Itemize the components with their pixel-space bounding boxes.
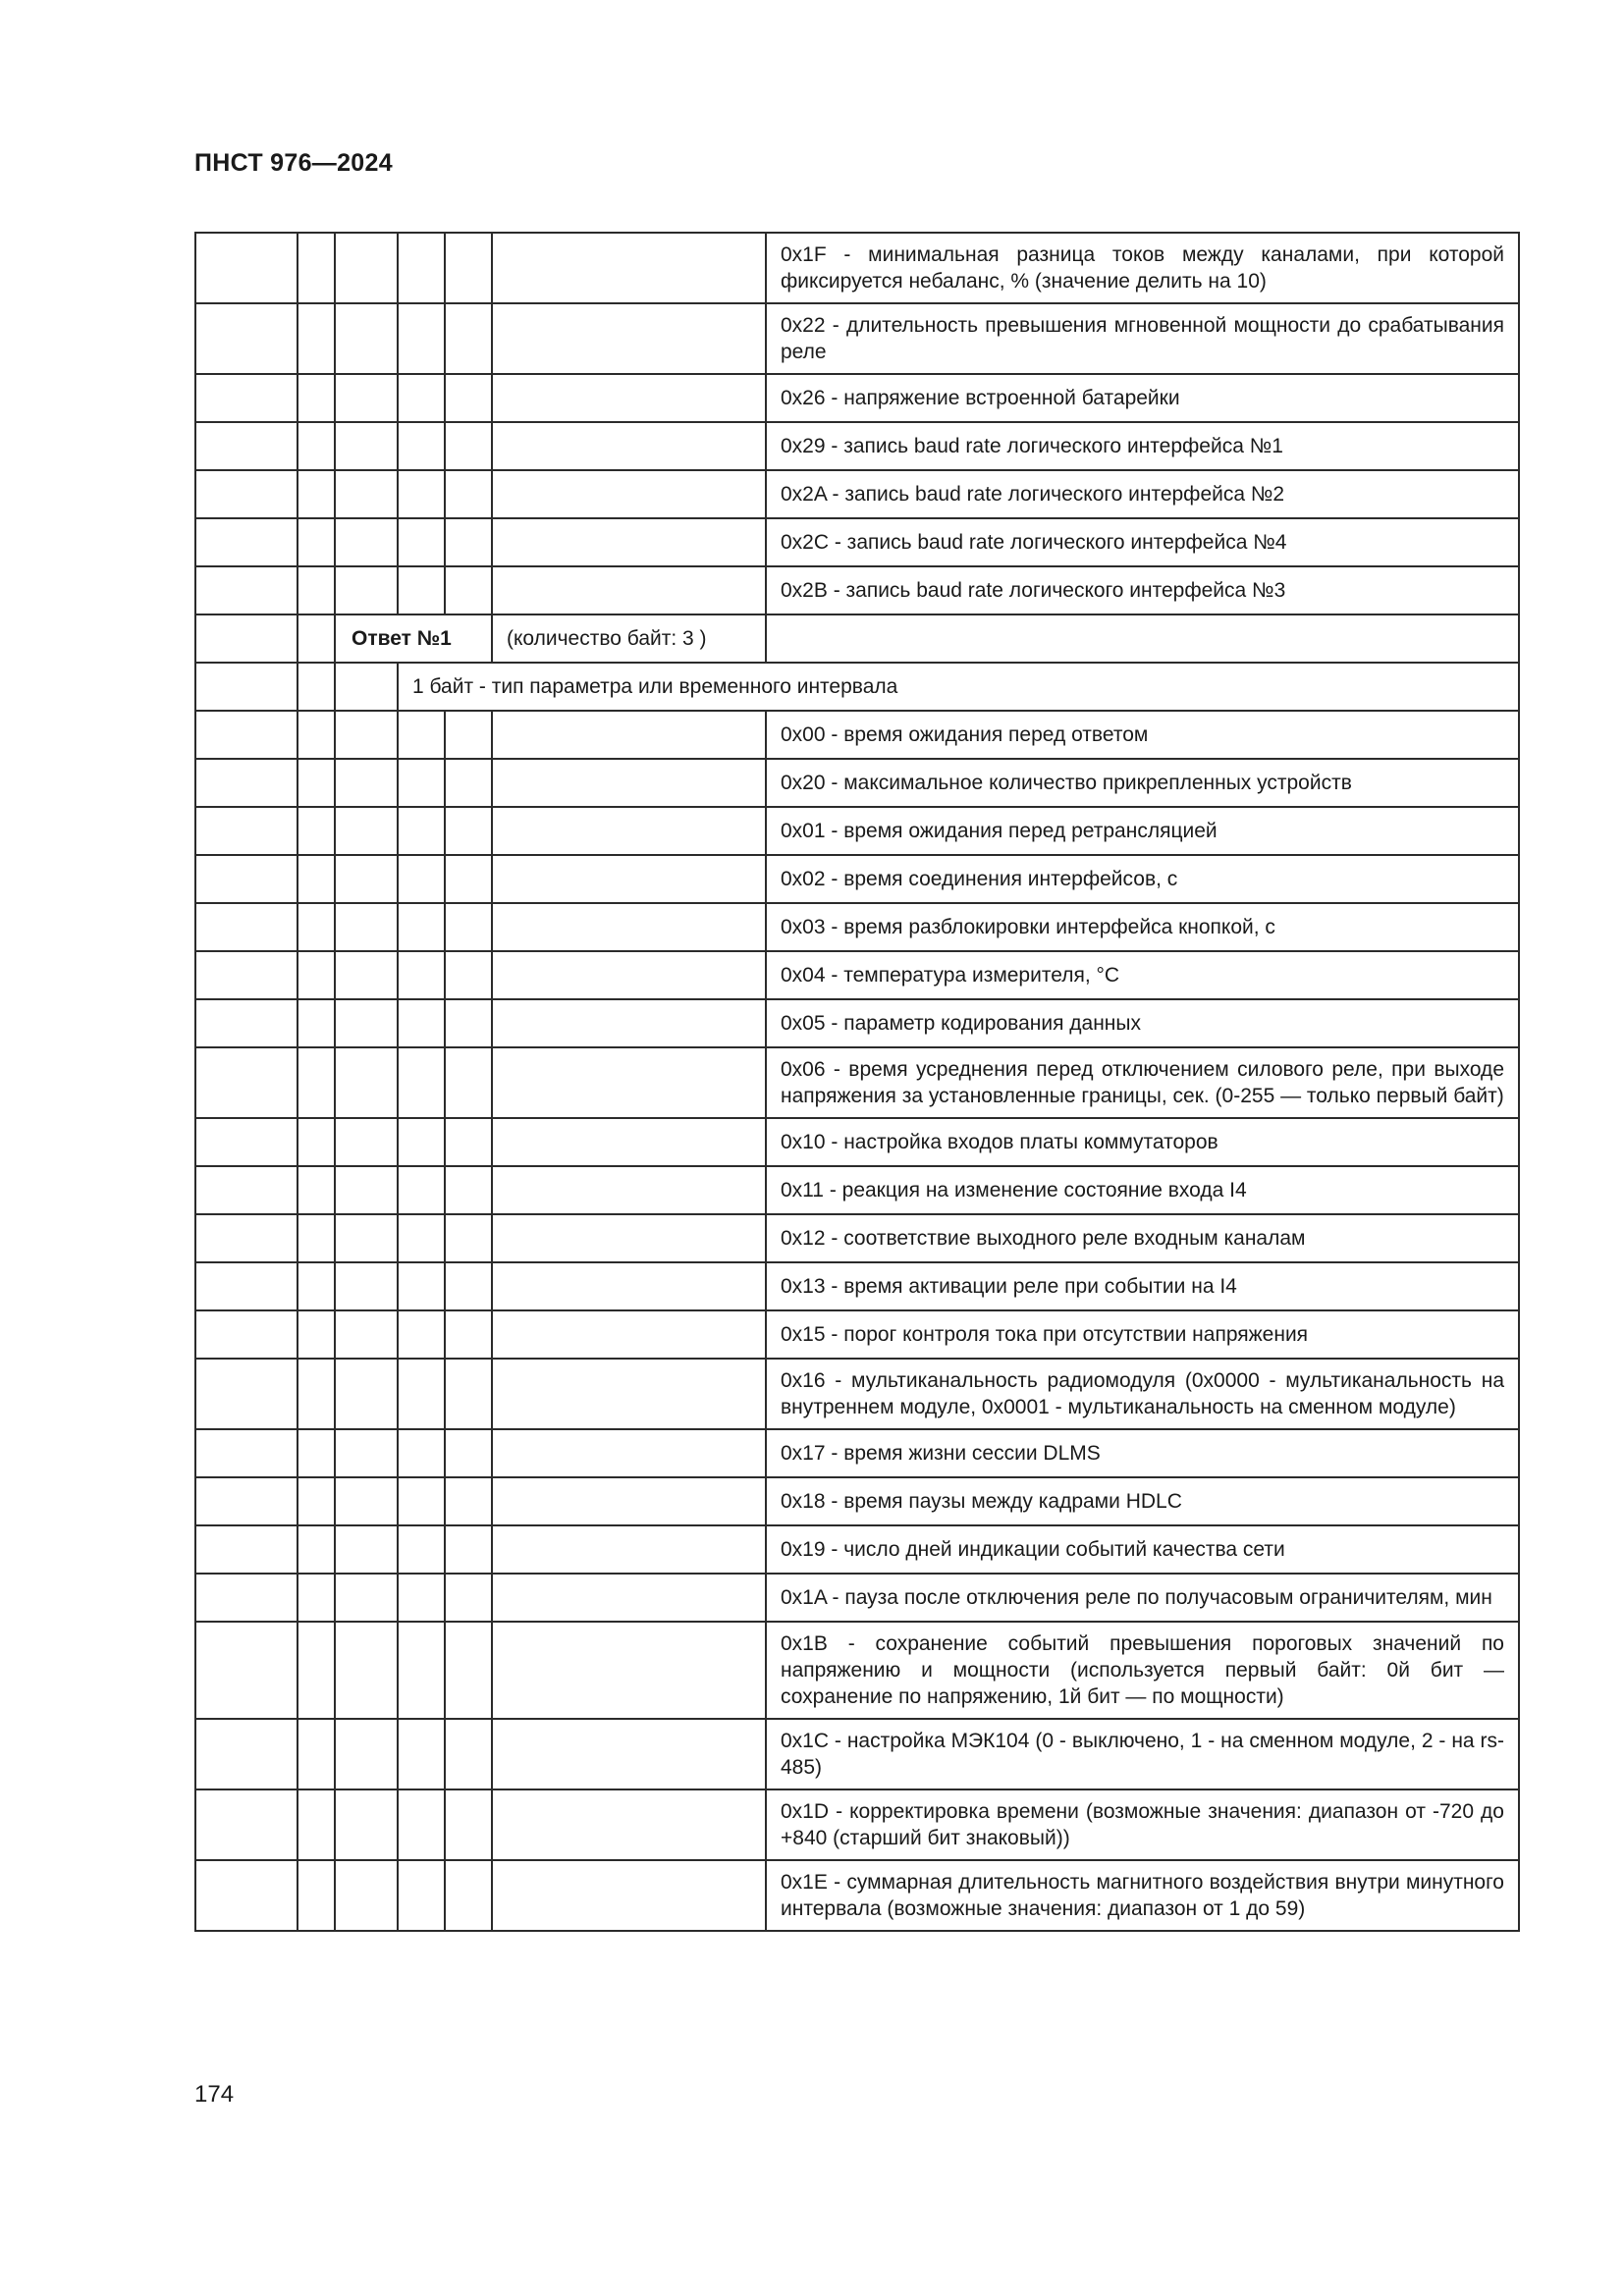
table-row bbox=[195, 1719, 1519, 1789]
empty-cell bbox=[335, 1477, 398, 1525]
empty-cell bbox=[298, 1622, 335, 1719]
empty-cell bbox=[335, 1118, 398, 1166]
empty-cell bbox=[398, 1622, 445, 1719]
empty-cell bbox=[492, 1860, 766, 1931]
empty-cell bbox=[492, 807, 766, 855]
table-row bbox=[195, 470, 1519, 518]
empty-cell bbox=[298, 233, 335, 303]
empty-cell bbox=[298, 566, 335, 614]
empty-cell bbox=[398, 422, 445, 470]
parameter-description: 0x16 - мультиканальность радиомодуля (0x0000 - мультиканальность на внутреннем модуле, 0x0001 - мультиканальность на сменном модуле) bbox=[766, 1359, 1519, 1429]
empty-cell bbox=[445, 951, 492, 999]
empty-cell bbox=[398, 903, 445, 951]
parameter-description: 0x20 - максимальное количество прикрепленных устройств bbox=[766, 759, 1519, 807]
empty-cell bbox=[445, 1047, 492, 1118]
parameter-description: 0x22 - длительность превышения мгновенной мощности до срабатывания реле bbox=[766, 303, 1519, 374]
empty-cell bbox=[298, 303, 335, 374]
table-row bbox=[195, 566, 1519, 614]
empty-cell bbox=[335, 518, 398, 566]
empty-cell bbox=[335, 807, 398, 855]
empty-cell bbox=[445, 1118, 492, 1166]
empty-cell bbox=[195, 1118, 298, 1166]
empty-cell bbox=[335, 1047, 398, 1118]
empty-cell bbox=[398, 1310, 445, 1359]
empty-cell bbox=[298, 1214, 335, 1262]
empty-cell bbox=[195, 1359, 298, 1429]
response-subheader-row bbox=[195, 663, 1519, 711]
empty-cell bbox=[195, 999, 298, 1047]
empty-cell bbox=[298, 1166, 335, 1214]
empty-cell bbox=[298, 1047, 335, 1118]
parameter-description: 0x26 - напряжение встроенной батарейки bbox=[766, 374, 1519, 422]
empty-cell bbox=[492, 1789, 766, 1860]
table-row bbox=[195, 303, 1519, 374]
parameter-description: 0x1B - сохранение событий превышения пороговых значений по напряжению и мощности (используется первый байт: 0й бит — сохранение по напряжению, 1й бит — по мощности) bbox=[766, 1622, 1519, 1719]
empty-cell bbox=[335, 855, 398, 903]
empty-cell bbox=[492, 233, 766, 303]
empty-cell bbox=[298, 1118, 335, 1166]
parameter-description: 0x1A - пауза после отключения реле по получасовым ограничителям, мин bbox=[766, 1574, 1519, 1622]
empty-cell bbox=[492, 759, 766, 807]
empty-cell bbox=[195, 903, 298, 951]
empty-cell bbox=[298, 1719, 335, 1789]
empty-cell bbox=[335, 1310, 398, 1359]
empty-cell bbox=[195, 1310, 298, 1359]
empty-cell bbox=[335, 711, 398, 759]
empty-cell bbox=[298, 855, 335, 903]
empty-cell bbox=[398, 1118, 445, 1166]
empty-cell bbox=[195, 1719, 298, 1789]
empty-cell bbox=[195, 1214, 298, 1262]
empty-cell bbox=[398, 759, 445, 807]
parameter-description: 0x06 - время усреднения перед отключением силового реле, при выходе напряжения за установленные границы, сек. (0-255 — только первый байт) bbox=[766, 1047, 1519, 1118]
empty-cell bbox=[445, 711, 492, 759]
parameter-description: 0x18 - время паузы между кадрами HDLC bbox=[766, 1477, 1519, 1525]
empty-cell bbox=[195, 711, 298, 759]
table-row bbox=[195, 1359, 1519, 1429]
empty-cell bbox=[492, 903, 766, 951]
empty-cell bbox=[492, 1622, 766, 1719]
empty-cell bbox=[398, 1477, 445, 1525]
empty-cell bbox=[445, 1525, 492, 1574]
empty-cell bbox=[445, 759, 492, 807]
empty-cell bbox=[335, 999, 398, 1047]
empty-cell bbox=[195, 1860, 298, 1931]
empty-cell bbox=[492, 1047, 766, 1118]
empty-cell bbox=[398, 1359, 445, 1429]
empty-cell bbox=[195, 1789, 298, 1860]
table-row bbox=[195, 1047, 1519, 1118]
empty-cell bbox=[398, 807, 445, 855]
empty-cell bbox=[445, 1477, 492, 1525]
table-row bbox=[195, 711, 1519, 759]
empty-cell bbox=[195, 951, 298, 999]
empty-cell bbox=[298, 1262, 335, 1310]
empty-cell bbox=[195, 374, 298, 422]
empty-cell bbox=[335, 1429, 398, 1477]
empty-cell bbox=[335, 1262, 398, 1310]
empty-cell bbox=[445, 1166, 492, 1214]
response-byte-count: (количество байт: 3 ) bbox=[492, 614, 766, 663]
parameter-description: 0x1C - настройка МЭК104 (0 - выключено, 1 - на сменном модуле, 2 - на rs-485) bbox=[766, 1719, 1519, 1789]
empty-cell bbox=[445, 303, 492, 374]
table-row bbox=[195, 374, 1519, 422]
parameter-description: 0x15 - порог контроля тока при отсутствии напряжения bbox=[766, 1310, 1519, 1359]
empty-cell bbox=[492, 303, 766, 374]
empty-cell bbox=[398, 999, 445, 1047]
empty-cell bbox=[445, 999, 492, 1047]
empty-cell bbox=[398, 303, 445, 374]
empty-cell bbox=[335, 303, 398, 374]
empty-cell bbox=[398, 1262, 445, 1310]
parameter-description: 0x2B - запись baud rate логического интерфейса №3 bbox=[766, 566, 1519, 614]
response-title: Ответ №1 bbox=[335, 614, 492, 663]
response-header-row bbox=[195, 614, 1519, 663]
empty-cell bbox=[398, 233, 445, 303]
empty-cell bbox=[335, 903, 398, 951]
empty-cell bbox=[398, 951, 445, 999]
empty-cell bbox=[298, 999, 335, 1047]
parameter-description: 0x17 - время жизни сессии DLMS bbox=[766, 1429, 1519, 1477]
empty-cell bbox=[298, 1310, 335, 1359]
empty-cell bbox=[195, 1166, 298, 1214]
empty-cell bbox=[335, 374, 398, 422]
empty-cell bbox=[195, 303, 298, 374]
empty-cell bbox=[492, 1310, 766, 1359]
empty-cell bbox=[445, 1310, 492, 1359]
parameter-description: 0x04 - температура измерителя, °С bbox=[766, 951, 1519, 999]
table-row bbox=[195, 1118, 1519, 1166]
empty-cell bbox=[298, 374, 335, 422]
response-byte1-label: 1 байт - тип параметра или временного интервала bbox=[398, 663, 1519, 711]
table-row bbox=[195, 422, 1519, 470]
table-row bbox=[195, 999, 1519, 1047]
empty-cell bbox=[298, 1860, 335, 1931]
parameter-description: 0x02 - время соединения интерфейсов, с bbox=[766, 855, 1519, 903]
empty-cell bbox=[492, 422, 766, 470]
table-row bbox=[195, 1310, 1519, 1359]
empty-cell bbox=[445, 1860, 492, 1931]
empty-cell bbox=[335, 566, 398, 614]
empty-cell bbox=[195, 233, 298, 303]
table-row bbox=[195, 1429, 1519, 1477]
table-row bbox=[195, 518, 1519, 566]
parameter-description: 0x12 - соответствие выходного реле входным каналам bbox=[766, 1214, 1519, 1262]
empty-cell bbox=[195, 1262, 298, 1310]
parameter-description: 0x2A - запись baud rate логического интерфейса №2 bbox=[766, 470, 1519, 518]
empty-cell bbox=[195, 566, 298, 614]
table-row bbox=[195, 759, 1519, 807]
empty-cell bbox=[398, 518, 445, 566]
empty-cell bbox=[195, 470, 298, 518]
empty-cell bbox=[298, 951, 335, 999]
empty-cell bbox=[298, 711, 335, 759]
empty-cell bbox=[335, 1574, 398, 1622]
document-header: ПНСТ 976—2024 bbox=[194, 149, 393, 177]
empty-cell bbox=[195, 1574, 298, 1622]
parameter-description: 0x1D - корректировка времени (возможные значения: диапазон от -720 до +840 (старший бит знаковый)) bbox=[766, 1789, 1519, 1860]
parameter-table bbox=[194, 232, 1520, 1932]
empty-cell bbox=[298, 1477, 335, 1525]
empty-cell bbox=[445, 422, 492, 470]
parameter-description: 0x1F - минимальная разница токов между каналами, при которой фиксируется небаланс, % (значение делить на 10) bbox=[766, 233, 1519, 303]
empty-cell bbox=[445, 518, 492, 566]
empty-cell bbox=[398, 1047, 445, 1118]
empty-cell bbox=[298, 1574, 335, 1622]
empty-cell bbox=[445, 566, 492, 614]
parameter-description: 0x2C - запись baud rate логического интерфейса №4 bbox=[766, 518, 1519, 566]
empty-cell bbox=[335, 1719, 398, 1789]
parameter-description: 0x1E - суммарная длительность магнитного воздействия внутри минутного интервала (возможные значения: диапазон от 1 до 59) bbox=[766, 1860, 1519, 1931]
empty-cell bbox=[445, 1429, 492, 1477]
empty-cell bbox=[492, 1477, 766, 1525]
empty-cell bbox=[492, 711, 766, 759]
empty-cell bbox=[298, 903, 335, 951]
empty-cell bbox=[195, 759, 298, 807]
table-row bbox=[195, 903, 1519, 951]
parameter-description: 0x19 - число дней индикации событий качества сети bbox=[766, 1525, 1519, 1574]
empty-cell bbox=[398, 1429, 445, 1477]
empty-cell bbox=[195, 1429, 298, 1477]
empty-cell bbox=[398, 1525, 445, 1574]
empty-cell bbox=[445, 1789, 492, 1860]
empty-cell bbox=[492, 951, 766, 999]
empty-cell bbox=[492, 374, 766, 422]
empty-cell bbox=[335, 233, 398, 303]
parameter-description: 0x10 - настройка входов платы коммутаторов bbox=[766, 1118, 1519, 1166]
empty-cell bbox=[398, 1166, 445, 1214]
empty-cell bbox=[445, 233, 492, 303]
empty-cell bbox=[492, 1214, 766, 1262]
table-row bbox=[195, 1477, 1519, 1525]
empty-cell bbox=[445, 1622, 492, 1719]
empty-cell bbox=[195, 518, 298, 566]
empty-cell bbox=[398, 1214, 445, 1262]
empty-cell bbox=[398, 374, 445, 422]
empty-cell bbox=[335, 1622, 398, 1719]
parameter-description: 0x13 - время активации реле при событии на I4 bbox=[766, 1262, 1519, 1310]
empty-cell bbox=[195, 1047, 298, 1118]
table-row bbox=[195, 855, 1519, 903]
empty-cell bbox=[492, 1359, 766, 1429]
table-row bbox=[195, 1622, 1519, 1719]
table-row bbox=[195, 1574, 1519, 1622]
response-block bbox=[195, 614, 1519, 711]
empty-cell bbox=[335, 951, 398, 999]
empty-cell bbox=[298, 1789, 335, 1860]
empty-cell bbox=[445, 374, 492, 422]
empty-cell bbox=[335, 1166, 398, 1214]
parameter-description: 0x11 - реакция на изменение состояние входа I4 bbox=[766, 1166, 1519, 1214]
empty-cell bbox=[398, 470, 445, 518]
empty-cell bbox=[195, 807, 298, 855]
empty-cell bbox=[398, 1860, 445, 1931]
empty-cell bbox=[445, 1574, 492, 1622]
empty-cell bbox=[298, 518, 335, 566]
empty-cell bbox=[398, 1574, 445, 1622]
empty-cell bbox=[335, 759, 398, 807]
empty-cell bbox=[492, 1574, 766, 1622]
table-row bbox=[195, 1262, 1519, 1310]
empty-cell bbox=[398, 1719, 445, 1789]
empty-cell bbox=[335, 470, 398, 518]
empty-cell bbox=[398, 711, 445, 759]
page-number: 174 bbox=[194, 2081, 235, 2108]
empty-cell bbox=[492, 1525, 766, 1574]
empty-cell bbox=[298, 1429, 335, 1477]
table-body-bottom bbox=[195, 711, 1519, 1931]
empty-cell bbox=[492, 1262, 766, 1310]
parameter-description: 0x00 - время ожидания перед ответом bbox=[766, 711, 1519, 759]
empty-cell bbox=[195, 1622, 298, 1719]
empty-cell bbox=[445, 855, 492, 903]
empty-cell bbox=[335, 1789, 398, 1860]
empty-cell bbox=[195, 1477, 298, 1525]
empty-cell bbox=[195, 1525, 298, 1574]
parameter-description: 0x05 - параметр кодирования данных bbox=[766, 999, 1519, 1047]
empty-cell bbox=[445, 470, 492, 518]
empty-cell bbox=[492, 999, 766, 1047]
table-row bbox=[195, 1789, 1519, 1860]
table-row bbox=[195, 233, 1519, 303]
empty-cell bbox=[298, 470, 335, 518]
empty-cell bbox=[335, 1525, 398, 1574]
table-body-top bbox=[195, 233, 1519, 614]
empty-cell bbox=[335, 1860, 398, 1931]
empty-cell bbox=[445, 903, 492, 951]
table-row bbox=[195, 951, 1519, 999]
empty-cell bbox=[298, 759, 335, 807]
empty-cell bbox=[335, 1214, 398, 1262]
empty-cell bbox=[492, 1118, 766, 1166]
empty-cell bbox=[445, 1359, 492, 1429]
empty-cell bbox=[445, 1214, 492, 1262]
empty-cell bbox=[195, 422, 298, 470]
empty-cell bbox=[398, 1789, 445, 1860]
empty-cell bbox=[398, 566, 445, 614]
empty-cell bbox=[298, 1359, 335, 1429]
empty-cell bbox=[398, 855, 445, 903]
empty-cell bbox=[335, 422, 398, 470]
table-row bbox=[195, 1166, 1519, 1214]
empty-cell bbox=[298, 807, 335, 855]
empty-cell bbox=[335, 1359, 398, 1429]
empty-cell bbox=[195, 855, 298, 903]
table-row bbox=[195, 1860, 1519, 1931]
table-row bbox=[195, 1525, 1519, 1574]
empty-cell bbox=[492, 1166, 766, 1214]
empty-cell bbox=[492, 518, 766, 566]
empty-cell bbox=[298, 1525, 335, 1574]
table-row bbox=[195, 807, 1519, 855]
empty-cell bbox=[445, 1719, 492, 1789]
empty-cell bbox=[298, 422, 335, 470]
empty-cell bbox=[492, 1719, 766, 1789]
table-row bbox=[195, 1214, 1519, 1262]
empty-cell bbox=[492, 566, 766, 614]
parameter-description: 0x03 - время разблокировки интерфейса кнопкой, с bbox=[766, 903, 1519, 951]
empty-cell bbox=[492, 1429, 766, 1477]
empty-cell bbox=[445, 807, 492, 855]
parameter-description: 0x29 - запись baud rate логического интерфейса №1 bbox=[766, 422, 1519, 470]
empty-cell bbox=[492, 855, 766, 903]
empty-cell bbox=[492, 470, 766, 518]
empty-cell bbox=[445, 1262, 492, 1310]
parameter-description: 0x01 - время ожидания перед ретрансляцией bbox=[766, 807, 1519, 855]
